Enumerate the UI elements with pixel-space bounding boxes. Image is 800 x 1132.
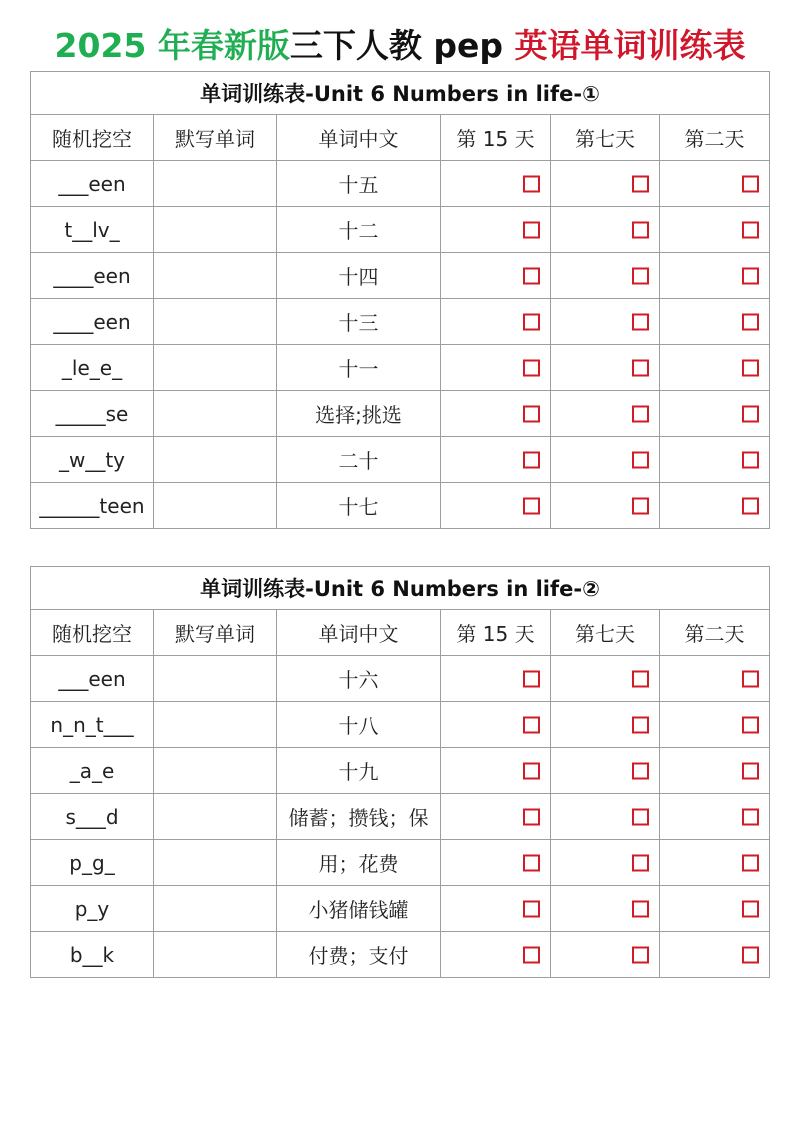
- checkbox-day-15[interactable]: [523, 808, 540, 825]
- review-cell-day-15: [441, 437, 551, 483]
- review-cell-day-2: [660, 840, 770, 886]
- checkbox-day-15[interactable]: [523, 175, 540, 192]
- header-day-7: 第七天: [551, 610, 660, 656]
- review-cell-day-7: [551, 391, 660, 437]
- blank-word-cell: ______teen: [31, 483, 154, 529]
- review-cell-day-7: [551, 483, 660, 529]
- table-row: [31, 886, 770, 932]
- review-cell-day-15: [441, 794, 551, 840]
- checkbox-day-2[interactable]: [742, 451, 759, 468]
- title-green-part: 2025 年春新版: [54, 26, 290, 65]
- chinese-meaning-cell: 用；花费: [277, 840, 441, 886]
- table-row: [31, 207, 770, 253]
- review-cell-day-7: [551, 161, 660, 207]
- review-cell-day-15: [441, 702, 551, 748]
- dictation-cell[interactable]: [154, 794, 277, 840]
- chinese-meaning-cell: 十六: [277, 656, 441, 702]
- header-day-2: 第二天: [660, 610, 770, 656]
- header-dictation: 默写单词: [154, 115, 277, 161]
- table-row: [31, 437, 770, 483]
- chinese-meaning-cell: 十二: [277, 207, 441, 253]
- table-row: [31, 299, 770, 345]
- blank-word-cell: n_n_t___: [31, 702, 154, 748]
- checkbox-day-7[interactable]: [632, 808, 649, 825]
- review-cell-day-7: [551, 932, 660, 978]
- review-cell-day-15: [441, 748, 551, 794]
- review-cell-day-2: [660, 161, 770, 207]
- checkbox-day-2[interactable]: [742, 670, 759, 687]
- chinese-meaning-cell: 付费；支付: [277, 932, 441, 978]
- dictation-cell[interactable]: [154, 702, 277, 748]
- dictation-cell[interactable]: [154, 345, 277, 391]
- review-cell-day-15: [441, 932, 551, 978]
- checkbox-day-2[interactable]: [742, 854, 759, 871]
- blank-word-cell: ___een: [31, 656, 154, 702]
- table-row: [31, 748, 770, 794]
- review-cell-day-2: [660, 794, 770, 840]
- chinese-meaning-cell: 十三: [277, 299, 441, 345]
- review-cell-day-15: [441, 391, 551, 437]
- review-cell-day-15: [441, 483, 551, 529]
- table-row: [31, 391, 770, 437]
- checkbox-day-15[interactable]: [523, 762, 540, 779]
- checkbox-day-2[interactable]: [742, 359, 759, 376]
- checkbox-day-2[interactable]: [742, 716, 759, 733]
- checkbox-day-7[interactable]: [632, 497, 649, 514]
- checkbox-day-7[interactable]: [632, 854, 649, 871]
- header-dictation: 默写单词: [154, 610, 277, 656]
- review-cell-day-2: [660, 932, 770, 978]
- header-day-2: 第二天: [660, 115, 770, 161]
- chinese-meaning-cell: 小猪储钱罐: [277, 886, 441, 932]
- word-table-1: [30, 71, 770, 529]
- checkbox-day-15[interactable]: [523, 497, 540, 514]
- header-day-15: 第 15 天: [441, 115, 551, 161]
- chinese-meaning-cell: 十四: [277, 253, 441, 299]
- blank-word-cell: _w__ty: [31, 437, 154, 483]
- checkbox-day-2[interactable]: [742, 900, 759, 917]
- title-black-part: 三下人教 pep: [289, 26, 515, 65]
- chinese-meaning-cell: 十五: [277, 161, 441, 207]
- checkbox-day-7[interactable]: [632, 359, 649, 376]
- table-row: [31, 253, 770, 299]
- review-cell-day-2: [660, 886, 770, 932]
- chinese-meaning-cell: 二十: [277, 437, 441, 483]
- header-chinese: 单词中文: [277, 610, 441, 656]
- checkbox-day-7[interactable]: [632, 946, 649, 963]
- dictation-cell[interactable]: [154, 253, 277, 299]
- review-cell-day-7: [551, 702, 660, 748]
- dictation-cell[interactable]: [154, 840, 277, 886]
- checkbox-day-7[interactable]: [632, 267, 649, 284]
- chinese-meaning-cell: 十九: [277, 748, 441, 794]
- blank-word-cell: p_y: [31, 886, 154, 932]
- header-row: [31, 610, 770, 656]
- chinese-meaning-cell: 储蓄；攒钱；保: [277, 794, 441, 840]
- review-cell-day-7: [551, 253, 660, 299]
- review-cell-day-15: [441, 161, 551, 207]
- checkbox-day-7[interactable]: [632, 405, 649, 422]
- checkbox-day-2[interactable]: [742, 175, 759, 192]
- review-cell-day-2: [660, 437, 770, 483]
- dictation-cell[interactable]: [154, 748, 277, 794]
- checkbox-day-2[interactable]: [742, 267, 759, 284]
- checkbox-day-15[interactable]: [523, 221, 540, 238]
- review-cell-day-7: [551, 748, 660, 794]
- blank-word-cell: _le_e_: [31, 345, 154, 391]
- review-cell-day-2: [660, 702, 770, 748]
- table-row: [31, 656, 770, 702]
- dictation-cell[interactable]: [154, 656, 277, 702]
- review-cell-day-15: [441, 253, 551, 299]
- review-cell-day-7: [551, 345, 660, 391]
- table-caption: 单词训练表-Unit 6 Numbers in life-①: [31, 72, 770, 115]
- review-cell-day-7: [551, 437, 660, 483]
- review-cell-day-15: [441, 656, 551, 702]
- checkbox-day-15[interactable]: [523, 267, 540, 284]
- checkbox-day-7[interactable]: [632, 762, 649, 779]
- blank-word-cell: ____een: [31, 299, 154, 345]
- review-cell-day-15: [441, 207, 551, 253]
- review-cell-day-15: [441, 345, 551, 391]
- checkbox-day-2[interactable]: [742, 497, 759, 514]
- dictation-cell[interactable]: [154, 886, 277, 932]
- header-random-blank: 随机挖空: [31, 610, 154, 656]
- dictation-cell[interactable]: [154, 437, 277, 483]
- dictation-cell[interactable]: [154, 932, 277, 978]
- page-title: [0, 22, 800, 70]
- table-row: [31, 702, 770, 748]
- review-cell-day-2: [660, 656, 770, 702]
- table-caption: 单词训练表-Unit 6 Numbers in life-②: [31, 567, 770, 610]
- review-cell-day-2: [660, 253, 770, 299]
- review-cell-day-2: [660, 748, 770, 794]
- header-day-15: 第 15 天: [441, 610, 551, 656]
- checkbox-day-15[interactable]: [523, 854, 540, 871]
- blank-word-cell: ____een: [31, 253, 154, 299]
- checkbox-day-2[interactable]: [742, 313, 759, 330]
- header-day-7: 第七天: [551, 115, 660, 161]
- table-row: [31, 483, 770, 529]
- checkbox-day-7[interactable]: [632, 175, 649, 192]
- blank-word-cell: _a_e: [31, 748, 154, 794]
- table-row: [31, 345, 770, 391]
- checkbox-day-15[interactable]: [523, 451, 540, 468]
- chinese-meaning-cell: 十八: [277, 702, 441, 748]
- dictation-cell[interactable]: [154, 299, 277, 345]
- review-cell-day-2: [660, 345, 770, 391]
- review-cell-day-15: [441, 886, 551, 932]
- checkbox-day-15[interactable]: [523, 359, 540, 376]
- blank-word-cell: ___een: [31, 161, 154, 207]
- review-cell-day-7: [551, 840, 660, 886]
- checkbox-day-7[interactable]: [632, 900, 649, 917]
- blank-word-cell: t__lv_: [31, 207, 154, 253]
- dictation-cell[interactable]: [154, 207, 277, 253]
- checkbox-day-2[interactable]: [742, 221, 759, 238]
- review-cell-day-15: [441, 840, 551, 886]
- table-row: [31, 794, 770, 840]
- checkbox-day-7[interactable]: [632, 221, 649, 238]
- review-cell-day-7: [551, 299, 660, 345]
- review-cell-day-2: [660, 299, 770, 345]
- review-cell-day-2: [660, 207, 770, 253]
- checkbox-day-2[interactable]: [742, 946, 759, 963]
- blank-word-cell: s___d: [31, 794, 154, 840]
- table-row: [31, 840, 770, 886]
- dictation-cell[interactable]: [154, 483, 277, 529]
- review-cell-day-7: [551, 207, 660, 253]
- review-cell-day-2: [660, 391, 770, 437]
- checkbox-day-2[interactable]: [742, 405, 759, 422]
- checkbox-day-7[interactable]: [632, 670, 649, 687]
- chinese-meaning-cell: 十一: [277, 345, 441, 391]
- dictation-cell[interactable]: [154, 391, 277, 437]
- checkbox-day-7[interactable]: [632, 313, 649, 330]
- checkbox-day-15[interactable]: [523, 946, 540, 963]
- checkbox-day-15[interactable]: [523, 313, 540, 330]
- blank-word-cell: b__k: [31, 932, 154, 978]
- header-row: [31, 115, 770, 161]
- title-red-part: 英语单词训练表: [514, 26, 746, 65]
- checkbox-day-2[interactable]: [742, 808, 759, 825]
- checkbox-day-15[interactable]: [523, 405, 540, 422]
- review-cell-day-2: [660, 483, 770, 529]
- header-random-blank: 随机挖空: [31, 115, 154, 161]
- chinese-meaning-cell: 十七: [277, 483, 441, 529]
- checkbox-day-7[interactable]: [632, 451, 649, 468]
- table-row: [31, 932, 770, 978]
- checkbox-day-7[interactable]: [632, 716, 649, 733]
- review-cell-day-7: [551, 656, 660, 702]
- checkbox-day-15[interactable]: [523, 716, 540, 733]
- checkbox-day-15[interactable]: [523, 670, 540, 687]
- review-cell-day-7: [551, 886, 660, 932]
- dictation-cell[interactable]: [154, 161, 277, 207]
- blank-word-cell: _____se: [31, 391, 154, 437]
- review-cell-day-7: [551, 794, 660, 840]
- chinese-meaning-cell: 选择;挑选: [277, 391, 441, 437]
- table-row: [31, 161, 770, 207]
- checkbox-day-2[interactable]: [742, 762, 759, 779]
- review-cell-day-15: [441, 299, 551, 345]
- blank-word-cell: p_g_: [31, 840, 154, 886]
- header-chinese: 单词中文: [277, 115, 441, 161]
- checkbox-day-15[interactable]: [523, 900, 540, 917]
- word-table-2: [30, 566, 770, 978]
